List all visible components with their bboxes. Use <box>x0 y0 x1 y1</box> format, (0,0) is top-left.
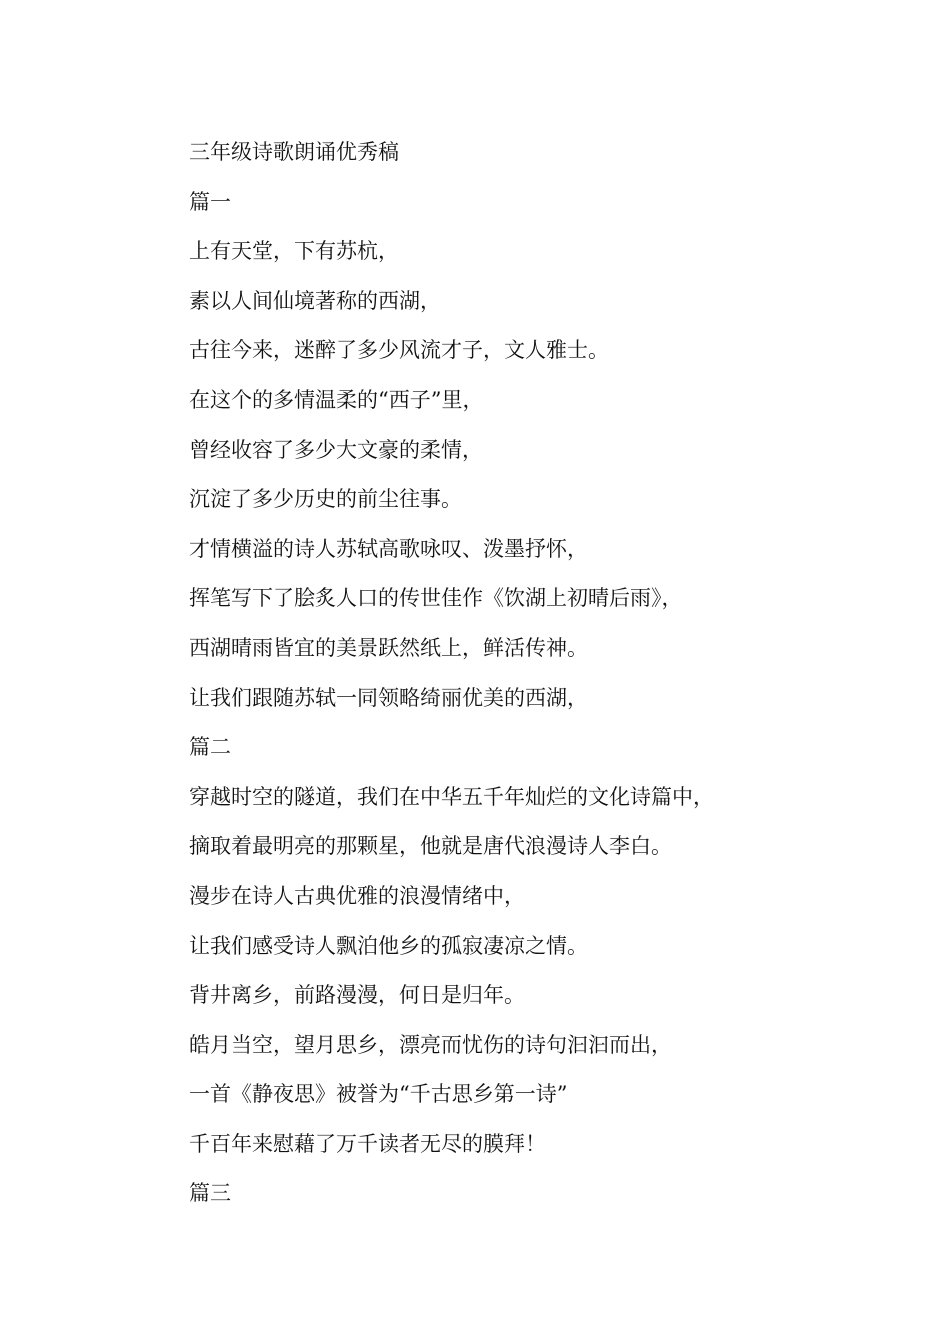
poem-line: 古往今来，迷醉了多少风流才子，文人雅士。 <box>189 338 609 363</box>
poem-line: 上有天堂，下有苏杭， <box>189 239 399 264</box>
poem-line: 千百年来慰藉了万千读者无尽的膜拜！ <box>189 1131 546 1156</box>
section-heading-3: 篇三 <box>189 1181 231 1206</box>
document-title: 三年级诗歌朗诵优秀稿 <box>189 140 399 164</box>
section-heading-2: 篇二 <box>189 735 231 760</box>
poem-line: 摘取着最明亮的那颗星，他就是唐代浪漫诗人李白。 <box>189 834 672 859</box>
poem-line: 皓月当空，望月思乡，漂亮而忧伤的诗句汩汩而出， <box>189 1032 672 1057</box>
section-heading-1: 篇一 <box>189 189 231 214</box>
poem-line: 才情横溢的诗人苏轼高歌咏叹、泼墨抒怀， <box>189 536 588 561</box>
document-body <box>189 135 889 1226</box>
poem-line: 穿越时空的隧道，我们在中华五千年灿烂的文化诗篇中， <box>189 784 714 809</box>
poem-line: 在这个的多情温柔的“西子”里， <box>189 387 484 412</box>
poem-line: 让我们跟随苏轼一同领略绮丽优美的西湖， <box>189 685 588 710</box>
poem-line: 漫步在诗人古典优雅的浪漫情绪中， <box>189 883 525 908</box>
poem-line: 挥笔写下了脍炙人口的传世佳作《饮湖上初晴后雨》， <box>189 586 683 611</box>
poem-line: 沉淀了多少历史的前尘往事。 <box>189 487 462 512</box>
poem-line: 背井离乡，前路漫漫，何日是归年。 <box>189 983 525 1008</box>
poem-line: 西湖晴雨皆宜的美景跃然纸上，鲜活传神。 <box>189 635 588 660</box>
poem-line: 让我们感受诗人飘泊他乡的孤寂凄凉之情。 <box>189 933 588 958</box>
poem-line: 素以人间仙境著称的西湖， <box>189 288 441 313</box>
poem-line: 一首《静夜思》被誉为“千古思乡第一诗” <box>189 1082 568 1107</box>
poem-line: 曾经收容了多少大文豪的柔情， <box>189 437 483 462</box>
